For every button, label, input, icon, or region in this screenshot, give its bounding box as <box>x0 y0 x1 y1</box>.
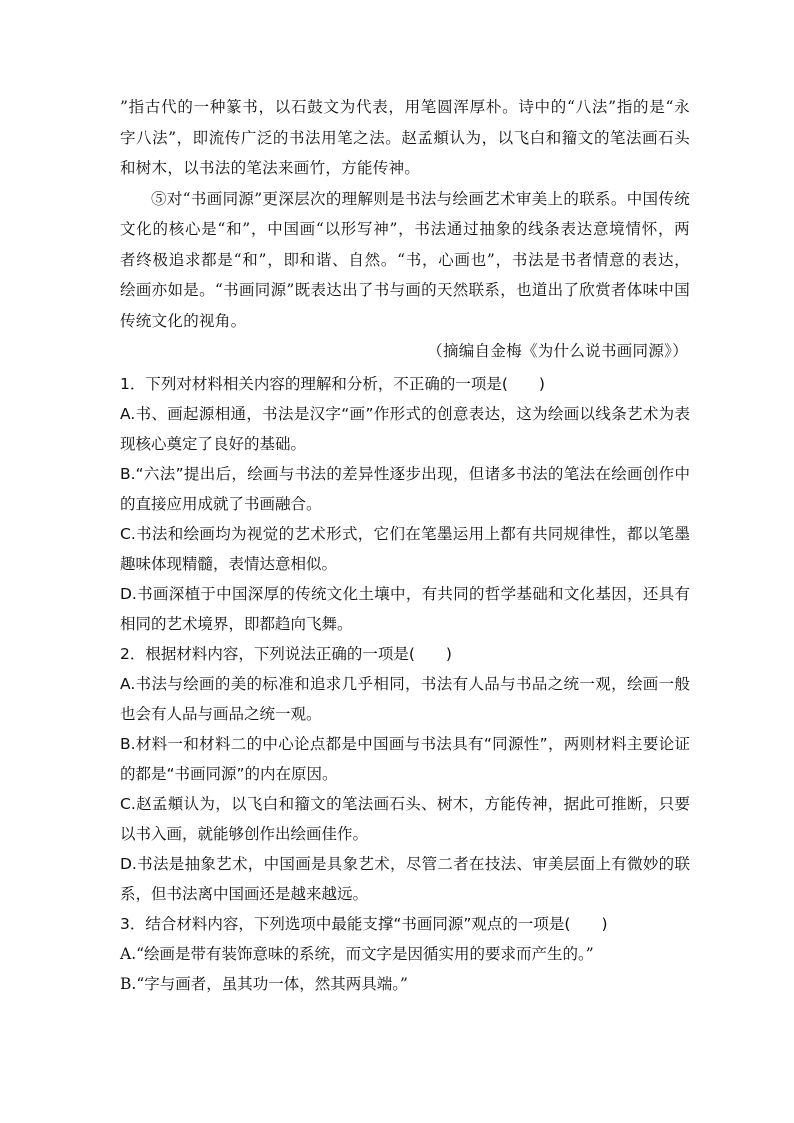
question-1 <box>120 369 690 639</box>
question-list <box>120 369 690 999</box>
question-stem: 3．结合材料内容，下列选项中最能支撑“书画同源”观点的一项是( ) <box>120 914 608 933</box>
option-a: A.“绘画是带有装饰意味的系统，而文字是因循实用的要求而产生的。” <box>120 944 594 963</box>
question-3 <box>120 909 690 999</box>
option-b: B.“六法”提出后，绘画与书法的差异性逐步出现，但诸多书法的笔法在绘画创作中的直接应用成就了书画融合。 <box>120 464 690 513</box>
document-content <box>120 92 690 999</box>
option-a: A.书法与绘画的美的标准和追求几乎相同，书法有人品与书品之统一观，绘画一般也会有人品与画品之统一观。 <box>120 674 690 723</box>
option-d: D.书法是抽象艺术，中国画是具象艺术，尽管二者在技法、审美层面上有微妙的联系，但书法离中国画还是越来越远。 <box>120 854 690 903</box>
question-stem: 1．下列对材料相关内容的理解和分析，不正确的一项是( ) <box>120 374 545 393</box>
option-c: C.书法和绘画均为视觉的艺术形式，它们在笔墨运用上都有共同规律性，都以笔墨趣味体现精髓，表情达意相似。 <box>120 524 690 573</box>
option-d: D.书画深植于中国深厚的传统文化土壤中，有共同的哲学基础和文化基因，还具有相同的艺术境界，即都趋向飞舞。 <box>120 584 690 633</box>
passage-paragraph-5: ⑤对“书画同源”更深层次的理解则是书法与绘画艺术审美上的联系。中国传统文化的核心是“和”，中国画“以形写神”，书法通过抽象的线条表达意境情怀，两者终极追求都是“和”，即和谐、自然。“书，心画也”，书法是书者情意的表达，绘画亦如是。“书画同源”既表达出了书与画的天然联系，也道出了欣赏者体味中国传统文化的视角。 <box>120 189 690 330</box>
question-stem: 2．根据材料内容，下列说法正确的一项是( ) <box>120 644 452 663</box>
option-c: C.赵孟頫认为，以飞白和籀文的笔法画石头、树木，方能传神，据此可推断，只要以书入画，就能够创作出绘画佳作。 <box>120 794 690 843</box>
option-a: A.书、画起源相通，书法是汉字“画”作形式的创意表达，这为绘画以线条艺术为表现核心奠定了良好的基础。 <box>120 404 690 453</box>
reading-passage <box>120 92 690 367</box>
option-b: B.材料一和材料二的中心论点都是中国画与书法具有“同源性”，两则材料主要论证的都是“书画同源”的内在原因。 <box>120 734 690 783</box>
option-b: B.“字与画者，虽其功一体，然其两具端。” <box>120 974 408 993</box>
passage-source: （摘编自金梅《为什么说书画同源》） <box>427 342 688 360</box>
passage-paragraph-continued: ”指古代的一种篆书，以石鼓文为代表，用笔圆浑厚朴。诗中的“八法”指的是“永字八法”，即流传广泛的书法用笔之法。赵孟頫认为，以飞白和籀文的笔法画石头和树木，以书法的笔法来画竹，方能传神。 <box>120 98 690 177</box>
question-2 <box>120 639 690 909</box>
